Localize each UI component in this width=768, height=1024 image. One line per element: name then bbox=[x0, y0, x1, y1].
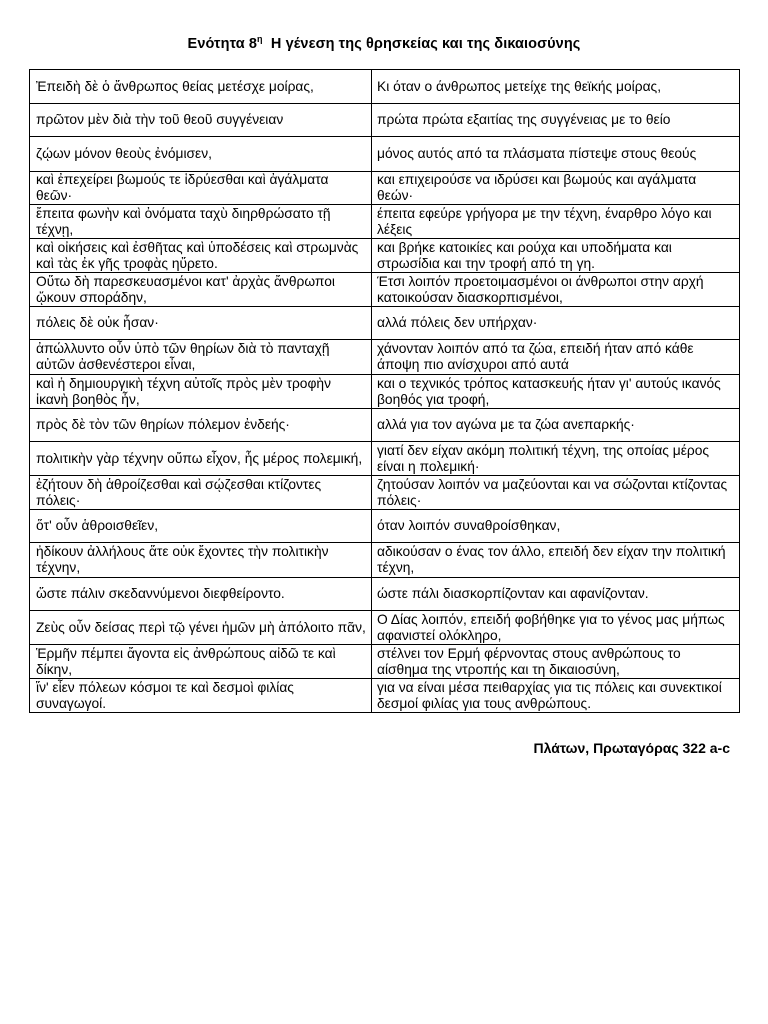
table-row bbox=[30, 340, 740, 375]
table-row bbox=[30, 476, 740, 510]
table-row bbox=[30, 442, 740, 476]
modern-translation-cell: για να είναι μέσα πειθαρχίας για τις πόλεις και συνεκτικοί δεσμοί φιλίας για τους ανθρώπους. bbox=[372, 679, 740, 713]
ancient-text-cell: πρὸς δὲ τὸν τῶν θηρίων πόλεμον ἐνδεής· bbox=[30, 409, 372, 442]
title-rest: Η γένεση της θρησκείας και της δικαιοσύνης bbox=[262, 36, 581, 52]
modern-translation-cell: αλλά πόλεις δεν υπήρχαν· bbox=[372, 307, 740, 340]
ancient-text-cell: ἵν' εἶεν πόλεων κόσμοι τε καὶ δεσμοὶ φιλίας συναγωγοί. bbox=[30, 679, 372, 713]
modern-translation-cell: ζητούσαν λοιπόν να μαζεύονται και να σώζονται κτίζοντας πόλεις· bbox=[372, 476, 740, 510]
table-row bbox=[30, 645, 740, 679]
table-row bbox=[30, 70, 740, 104]
table-row bbox=[30, 375, 740, 409]
ancient-text-cell: ἔπειτα φωνὴν καὶ ὀνόματα ταχὺ διηρθρώσατο τῇ τέχνῃ, bbox=[30, 205, 372, 239]
table-row bbox=[30, 409, 740, 442]
ancient-text-cell: Ζεὺς οὖν δείσας περὶ τῷ γένει ἡμῶν μὴ ἀπόλοιτο πᾶν, bbox=[30, 611, 372, 645]
table-row bbox=[30, 611, 740, 645]
ancient-text-cell: ἐζήτουν δὴ ἁθροίζεσθαι καὶ σῴζεσθαι κτίζοντες πόλεις· bbox=[30, 476, 372, 510]
modern-translation-cell: γιατί δεν είχαν ακόμη πολιτική τέχνη, της οποίας μέρος είναι η πολεμική· bbox=[372, 442, 740, 476]
table-row bbox=[30, 273, 740, 307]
table-row bbox=[30, 510, 740, 543]
ancient-text-cell: ὅτ' οὖν ἁθροισθεῖεν, bbox=[30, 510, 372, 543]
table-row bbox=[30, 104, 740, 137]
table-row bbox=[30, 543, 740, 578]
modern-translation-cell: και ο τεχνικός τρόπος κατασκευής ήταν γι' αυτούς ικανός βοηθός για τροφή, bbox=[372, 375, 740, 409]
modern-translation-cell: ώστε πάλι διασκορπίζονταν και αφανίζονταν. bbox=[372, 578, 740, 611]
ancient-text-cell: Ἐπειδὴ δὲ ὁ ἄνθρωπος θείας μετέσχε μοίρας, bbox=[30, 70, 372, 104]
table-row bbox=[30, 307, 740, 340]
modern-translation-cell: Κι όταν ο άνθρωπος μετείχε της θεϊκής μοίρας, bbox=[372, 70, 740, 104]
ancient-text-cell: καὶ οἰκήσεις καὶ ἐσθῆτας καὶ ὑποδέσεις καὶ στρωμνὰς καὶ τὰς ἐκ γῆς τροφὰς ηὕρετο. bbox=[30, 239, 372, 273]
modern-translation-cell: έπειτα εφεύρε γρήγορα με την τέχνη, έναρθρο λόγο και λέξεις bbox=[372, 205, 740, 239]
modern-translation-cell: αδικούσαν ο ένας τον άλλο, επειδή δεν είχαν την πολιτική τέχνη, bbox=[372, 543, 740, 578]
ancient-text-cell: πολιτικὴν γὰρ τέχνην οὔπω εἶχον, ἧς μέρος πολεμική, bbox=[30, 442, 372, 476]
modern-translation-cell: όταν λοιπόν συναθροίσθηκαν, bbox=[372, 510, 740, 543]
ancient-text-cell: ζῴων μόνον θεοὺς ἐνόμισεν, bbox=[30, 137, 372, 172]
ancient-text-cell: πρῶτον μὲν διὰ τὴν τοῦ θεοῦ συγγένειαν bbox=[30, 104, 372, 137]
ancient-text-cell: ἀπώλλυντο οὖν ὑπὸ τῶν θηρίων διὰ τὸ πανταχῇ αὐτῶν ἀσθενέστεροι εἶναι, bbox=[30, 340, 372, 375]
table-row bbox=[30, 172, 740, 205]
modern-translation-cell: αλλά για τον αγώνα με τα ζώα ανεπαρκής· bbox=[372, 409, 740, 442]
ancient-text-cell: ὥστε πάλιν σκεδαννύμενοι διεφθείροντο. bbox=[30, 578, 372, 611]
modern-translation-cell: μόνος αυτός από τα πλάσματα πίστεψε στους θεούς bbox=[372, 137, 740, 172]
table-row bbox=[30, 578, 740, 611]
modern-translation-cell: στέλνει τον Ερμή φέρνοντας στους ανθρώπους το αίσθημα της ντροπής και τη δικαιοσύνη, bbox=[372, 645, 740, 679]
table-row bbox=[30, 137, 740, 172]
table-row bbox=[30, 205, 740, 239]
modern-translation-cell: Ο Δίας λοιπόν, επειδή φοβήθηκε για το γένος μας μήπως αφανιστεί ολόκληρο, bbox=[372, 611, 740, 645]
ancient-text-cell: πόλεις δὲ οὐκ ἦσαν· bbox=[30, 307, 372, 340]
ancient-text-cell: Ἑρμῆν πέμπει ἄγοντα εἰς ἀνθρώπους αἰδῶ τε καὶ δίκην, bbox=[30, 645, 372, 679]
modern-translation-cell: Έτσι λοιπόν προετοιμασμένοι οι άνθρωποι στην αρχή κατοικούσαν διασκορπισμένοι, bbox=[372, 273, 740, 307]
table-row bbox=[30, 239, 740, 273]
ancient-text-cell: ἠδίκουν ἀλλήλους ἅτε οὐκ ἔχοντες τὴν πολιτικὴν τέχνην, bbox=[30, 543, 372, 578]
ancient-text-cell: καὶ ἡ δημιουργικὴ τέχνη αὐτοῖς πρὸς μὲν τροφὴν ἱκανὴ βοηθὸς ἦν, bbox=[30, 375, 372, 409]
title-superscript: η bbox=[257, 34, 263, 44]
source-citation: Πλάτων, Πρωταγόρας 322 a-c bbox=[533, 740, 730, 756]
modern-translation-cell: και επιχειρούσε να ιδρύσει και βωμούς και αγάλματα θεών· bbox=[372, 172, 740, 205]
modern-translation-cell: χάνονταν λοιπόν από τα ζώα, επειδή ήταν από κάθε άποψη πιο ανίσχυροι από αυτά bbox=[372, 340, 740, 375]
title-prefix: Ενότητα 8 bbox=[187, 36, 258, 52]
text-translation-table bbox=[29, 69, 740, 713]
ancient-text-cell: καὶ ἐπεχείρει βωμούς τε ἱδρύεσθαι καὶ ἀγάλματα θεῶν· bbox=[30, 172, 372, 205]
modern-translation-cell: πρώτα πρώτα εξαιτίας της συγγένειας με το θείο bbox=[372, 104, 740, 137]
table-body bbox=[30, 70, 740, 713]
page-title bbox=[0, 34, 768, 52]
table-row bbox=[30, 679, 740, 713]
ancient-text-cell: Οὕτω δὴ παρεσκευασμένοι κατ' ἀρχὰς ἄνθρωποι ᾤκουν σποράδην, bbox=[30, 273, 372, 307]
modern-translation-cell: και βρήκε κατοικίες και ρούχα και υποδήματα και στρωσίδια και την τροφή από τη γη. bbox=[372, 239, 740, 273]
